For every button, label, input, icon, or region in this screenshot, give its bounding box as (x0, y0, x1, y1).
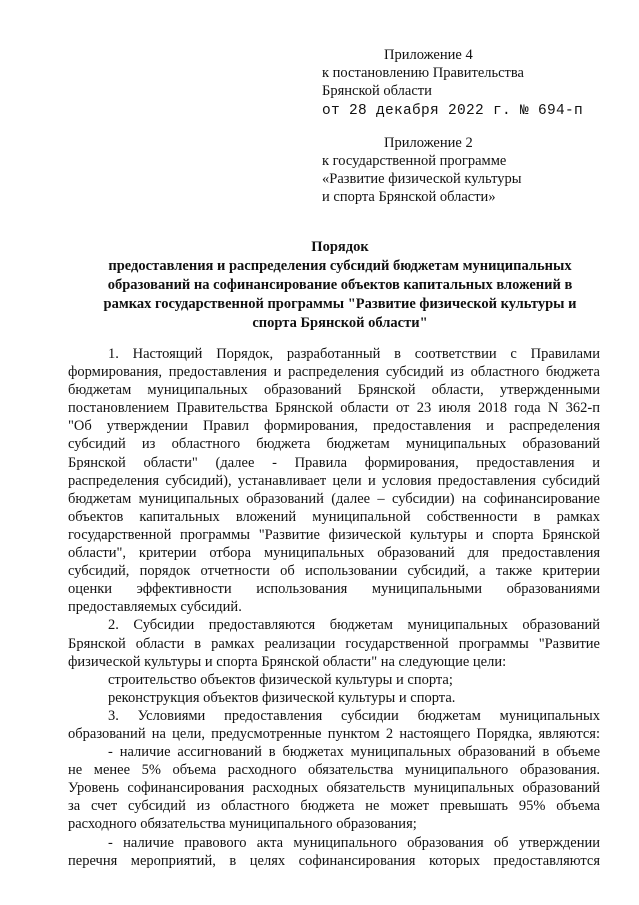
body-line: субсидий из областного бюджета бюджетам муниципальных образований (68, 436, 600, 453)
body-line: 2. Субсидии предоставляются бюджетам муниципальных образований (108, 617, 600, 634)
body-line: бюджетам муниципальных образований Брянской области, утвержденными (68, 382, 600, 399)
body-line: реконструкция объектов физической культуры и спорта. (108, 689, 456, 706)
body-line: не менее 5% объема расходного обязательства муниципального образования. (68, 762, 600, 779)
body-line: бюджетам муниципальных образований (далее – субсидии) на софинансирование (68, 490, 600, 507)
document-title-line-4: рамках государственной программы "Развитие физической культуры и (103, 296, 577, 312)
appendix-2-line-1: к государственной программе (322, 153, 507, 169)
body-line: распределения субсидий), устанавливает цели и условия предоставления субсидий (68, 472, 600, 489)
appendix-4-line-2: Брянской области (322, 83, 432, 99)
document-title (60, 238, 620, 333)
body-line: 3. Условиями предоставления субсидии бюджетам муниципальных (108, 707, 600, 724)
appendix-2-line-2: «Развитие физической культуры (322, 171, 522, 187)
body-line: расходного обязательства муниципального образования; (68, 816, 417, 833)
body-line: формирования, предоставления и распределения субсидий из областного бюджета (68, 364, 600, 381)
body-line: области", критерии отбора муниципальных образований для предоставления (68, 545, 600, 562)
body-line: за счет субсидий из областного бюджета не может превышать 95% объема (68, 798, 600, 815)
body-line: строительство объектов физической культуры и спорта; (108, 671, 453, 688)
document-title-line-5: спорта Брянской области" (252, 315, 428, 331)
appendix-2-line-3: и спорта Брянской области» (322, 189, 496, 205)
document-title-line-1: Порядок (311, 239, 369, 255)
body-line: перечня мероприятий, в целях софинансирования которых предоставляются (68, 852, 600, 869)
body-line: образований на цели, предусмотренные пунктом 2 настоящего Порядка, являются: (68, 725, 600, 742)
body-line: объектов капитальных вложений муниципальной собственности в рамках (68, 508, 600, 525)
document-body (68, 345, 600, 870)
appendix-4-date-line: от 28 декабря 2022 г. № 694-п (322, 103, 584, 119)
appendix-4-line-1: к постановлению Правительства (322, 65, 524, 81)
body-line: предоставляемых субсидий. (68, 599, 242, 616)
body-line: физической культуры и спорта Брянской области" на следующие цели: (68, 653, 507, 670)
body-line: субсидий, порядок отчетности об использовании субсидий, а также критерии (68, 563, 600, 580)
body-line: государственной программы "Развитие физической культуры и спорта Брянской (68, 526, 600, 543)
body-line: 1. Настоящий Порядок, разработанный в соответствии с Правилами (108, 346, 600, 362)
body-line: "Об утверждении Правил формирования, предоставления и распределения (68, 418, 600, 435)
appendix-4-title: Приложение 4 (384, 47, 473, 63)
appendix-2-header (322, 134, 522, 206)
document-title-line-3: образований на софинансирование объектов капитальных вложений в (107, 277, 573, 293)
appendix-2-title: Приложение 2 (384, 135, 473, 151)
body-line: - наличие правового акта муниципального образования об утверждении (108, 834, 600, 851)
body-line: оценки эффективности использования муниципальными образованиями (68, 581, 600, 598)
body-line: Брянской области" (далее - Правила формирования, предоставления и (68, 454, 600, 471)
body-line: Брянской области в рамках реализации государственной программы "Развитие (68, 635, 600, 652)
document-title-line-2: предоставления и распределения субсидий бюджетам муниципальных (108, 258, 572, 274)
body-line: Уровень софинансирования расходных обязательств муниципальных образований (68, 780, 600, 797)
appendix-4-header (322, 46, 583, 120)
body-line: постановлением Правительства Брянской области от 23 июля 2018 года N 362-п (68, 400, 600, 417)
body-line: - наличие ассигнований в бюджетах муниципальных образований в объеме (108, 744, 600, 761)
